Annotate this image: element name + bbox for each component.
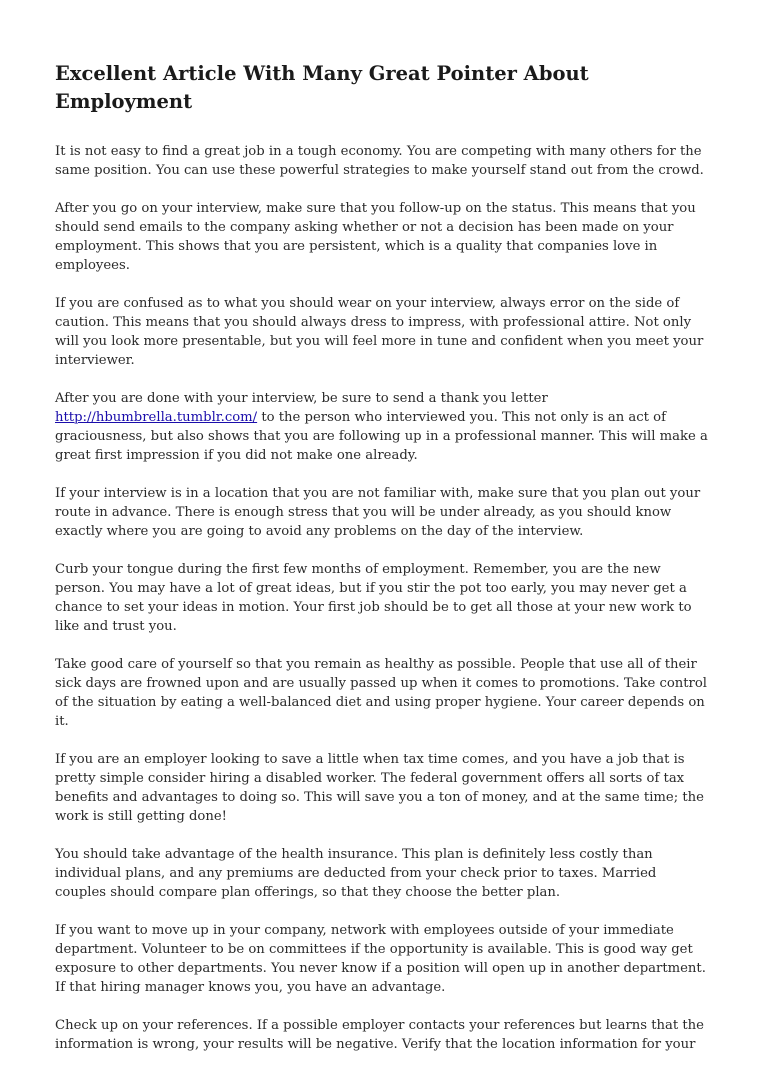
paragraph-curb-tongue: Curb your tongue during the first few months of employment. Remember, you are the new person. You may have a lot of great ideas, but if you stir the pot too early, you may never get a chance to set your ideas in motion. Your first job should be to get all those at your new work to like and trust you. bbox=[55, 562, 692, 634]
paragraph-references: Check up on your references. If a possible employer contacts your references but learns that the information is wrong, your results will be negative. Verify that the location information for your bbox=[55, 1018, 704, 1052]
document-page bbox=[55, 60, 711, 1073]
article-title: Excellent Article With Many Great Pointer About Employment bbox=[55, 62, 589, 113]
paragraph-intro: It is not easy to find a great job in a tough economy. You are competing with many others for the same position. You can use these powerful strategies to make yourself stand out from the crowd. bbox=[55, 144, 704, 178]
paragraph-route: If your interview is in a location that you are not familiar with, make sure that you plan out your route in advance. There is enough stress that you will be under already, as you should know exactly where you are going to avoid any problems on the day of the interview. bbox=[55, 486, 701, 539]
paragraph-employer-tax: If you are an employer looking to save a little when tax time comes, and you have a job that is pretty simple consider hiring a disabled worker. The federal government offers all sorts of tax benefits and advantages to doing so. This will save you a ton of money, and at the same time; the work is still getting done! bbox=[55, 752, 704, 824]
paragraph-follow-up: After you go on your interview, make sure that you follow-up on the status. This means that you should send emails to the company asking whether or not a decision has been made on your employment. This shows that you are persistent, which is a quality that companies love in employees. bbox=[55, 201, 696, 273]
thank-you-text-before: After you are done with your interview, be sure to send a thank you letter bbox=[55, 391, 548, 406]
paragraph-network: If you want to move up in your company, network with employees outside of your immediate department. Volunteer to be on committees if the opportunity is available. This is good way get exposure to other departments. You never know if a position will open up in another department. If that hiring manager knows you, you have an advantage. bbox=[55, 923, 706, 995]
hbumbrella-link[interactable]: http://hbumbrella.tumblr.com/ bbox=[55, 410, 258, 425]
paragraph-health: Take good care of yourself so that you remain as healthy as possible. People that use all of their sick days are frowned upon and are usually passed up when it comes to promotions. Take control of the situation by eating a well-balanced diet and using proper hygiene. Your career depends on it. bbox=[55, 657, 708, 729]
paragraph-attire: If you are confused as to what you should wear on your interview, always error on the side of caution. This means that you should always dress to impress, with professional attire. Not only will you look more presentable, but you will feel more in tune and confident when you meet your interviewer. bbox=[55, 296, 704, 368]
paragraph-insurance: You should take advantage of the health insurance. This plan is definitely less costly than individual plans, and any premiums are deducted from your check prior to taxes. Married couples should compare plan offerings, so that they choose the better plan. bbox=[55, 847, 657, 900]
thank-you-text-after: to the person who interviewed you. This not only is an act of graciousness, but also shows that you are following up in a professional manner. This will make a great first impression if you did not make one already. bbox=[55, 410, 708, 463]
paragraph-thank-you bbox=[55, 389, 711, 465]
